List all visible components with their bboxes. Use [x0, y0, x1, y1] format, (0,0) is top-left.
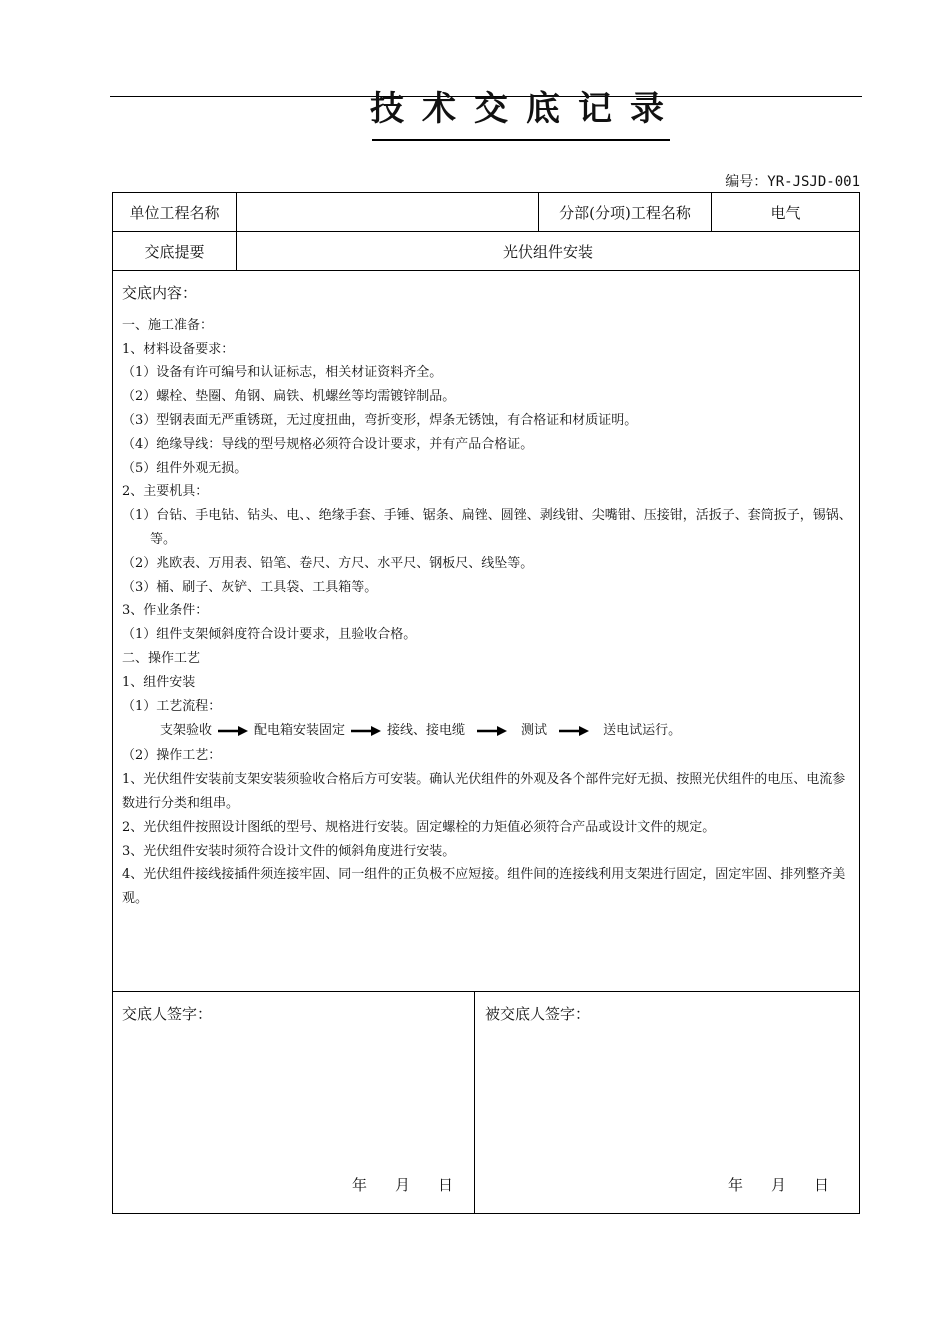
content-line: 3、光伏组件安装时须符合设计文件的倾斜角度进行安装。: [122, 843, 456, 859]
disclosure-content: [122, 282, 854, 911]
day-label: 日: [438, 1176, 454, 1194]
column-divider: [474, 991, 475, 1213]
content-line: （2）操作工艺：: [122, 748, 222, 764]
content-line: 3、作业条件：: [122, 603, 209, 619]
content-line: （4）绝缘导线：导线的型号规格必须符合设计要求，并有产品合格证。: [122, 436, 534, 452]
discloser-date: [352, 1174, 453, 1195]
year-label: 年: [352, 1176, 368, 1194]
sub-project-label: 分部(分项)工程名称: [559, 203, 691, 222]
content-heading: 交底内容：: [122, 284, 198, 302]
document-title: 技术交底记录: [370, 89, 682, 129]
unit-project-label: 单位工程名称: [129, 203, 220, 222]
content-line: 2、主要机具：: [122, 484, 209, 500]
document-number: [725, 171, 860, 191]
content-line: 1、材料设备要求：: [122, 341, 235, 357]
content-line: （1）组件支架倾斜度符合设计要求，且验收合格。: [122, 627, 417, 643]
receiver-signature-label: 被交底人签字：: [485, 1005, 591, 1023]
flow-step: 送电试运行。: [603, 723, 682, 739]
content-line: 1、光伏组件安装前支架安装须验收合格后方可安装。确认光伏组件的外观及各个部件完好无损、按照光伏组件的电压、电流参数进行分类和组串。: [122, 772, 846, 811]
content-line: （5）组件外观无损。: [122, 460, 248, 476]
content-line: （3）桶、刷子、灰铲、工具袋、工具箱等。: [122, 579, 378, 595]
right-arrow-icon: [477, 725, 507, 737]
content-line: （2）螺栓、垫圈、角钢、扁铁、机螺丝等均需镀锌制品。: [122, 389, 456, 405]
month-label: 月: [771, 1176, 787, 1194]
flow-step: 测试: [521, 723, 548, 739]
month-label: 月: [395, 1176, 411, 1194]
content-line: （1）台钻、手电钻、钻头、电、、绝缘手套、手锤、锯条、扁锉、圆锉、剥线钳、尖嘴钳、压接钳，活扳子、套筒扳子，锡锅、等。: [122, 508, 852, 547]
unit-project-value[interactable]: [237, 193, 538, 231]
content-line: 一、施工准备：: [122, 317, 214, 333]
day-label: 日: [814, 1176, 830, 1194]
year-label: 年: [728, 1176, 744, 1194]
document-number-value: YR-JSJD-001: [767, 174, 860, 190]
content-line: 1、组件安装: [122, 674, 196, 690]
content-line: 4、光伏组件接线接插件须连接牢固、同一组件的正负极不应短接。组件间的连接线利用支架进行固定，固定牢固、排列整齐美观。: [122, 867, 846, 907]
title-underline: [372, 139, 670, 141]
row-divider: [113, 270, 859, 271]
discloser-signature-label: 交底人签字：: [122, 1005, 213, 1023]
summary-value[interactable]: 光伏组件安装: [502, 242, 593, 261]
summary-label: 交底提要: [144, 242, 205, 261]
row-divider: [113, 991, 859, 992]
sub-project-value[interactable]: 电气: [770, 203, 801, 222]
document-number-label: 编号：: [725, 174, 768, 190]
flow-step: 接线、接电缆: [387, 723, 466, 739]
right-arrow-icon: [351, 725, 381, 737]
receiver-date: [728, 1174, 829, 1195]
content-line: （1）工艺流程：: [122, 698, 222, 714]
content-line: （2）兆欧表、万用表、铅笔、卷尺、方尺、水平尺、钢板尺、线坠等。: [122, 555, 534, 571]
content-line: 2、光伏组件按照设计图纸的型号、规格进行安装。固定螺栓的力矩值必须符合产品或设计文件的规定。: [122, 819, 716, 835]
flow-step: 配电箱安装固定: [254, 723, 346, 739]
flow-step: 支架验收: [160, 723, 213, 739]
content-line: 二、操作工艺: [122, 650, 201, 666]
content-line: （1）设备有许可编号和认证标志，相关材证资料齐全。: [122, 365, 443, 381]
process-flow: [122, 718, 854, 744]
right-arrow-icon: [559, 725, 589, 737]
content-line: （3）型钢表面无严重锈斑，无过度扭曲，弯折变形，焊条无锈蚀，有合格证和材质证明。: [122, 412, 638, 428]
right-arrow-icon: [218, 725, 248, 737]
